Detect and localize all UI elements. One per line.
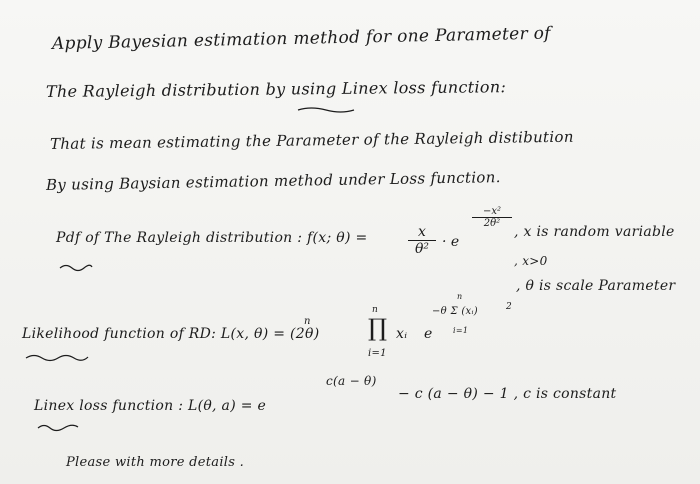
- underline-pdf: [58, 262, 94, 272]
- likelihood-xi: xᵢ: [396, 326, 408, 342]
- pdf-fraction-denominator: θ²: [414, 241, 430, 257]
- sum-lower-limit: i=1: [453, 326, 469, 335]
- linex-exponent: c(a − θ): [326, 374, 377, 388]
- note-positive: , x>0: [514, 254, 548, 268]
- likelihood-square: 2: [506, 302, 513, 312]
- pdf-exponential: · e: [442, 234, 460, 250]
- question-line-2: The Rayleigh distribution by using Linex loss function:: [45, 77, 507, 101]
- underline-likelihood: [24, 352, 90, 362]
- pdf-exponent-denominator: 2θ²: [483, 218, 501, 229]
- underline-using: [296, 106, 356, 114]
- pdf-exponent-numerator: −x²: [472, 206, 512, 218]
- product-lower-limit: i=1: [368, 348, 387, 359]
- pdf-exponent: [472, 206, 512, 229]
- product-upper-limit: n: [372, 305, 379, 315]
- pdf-fraction: [408, 224, 436, 257]
- likelihood-label: Likelihood function of RD: L(x, θ) = (2θ): [22, 326, 320, 342]
- likelihood-e: e: [424, 326, 433, 342]
- sum-upper-limit: n: [457, 292, 463, 301]
- pdf-label: Pdf of The Rayleigh distribution : f(x; θ) =: [56, 230, 368, 246]
- pdf-fraction-numerator: x: [408, 224, 436, 241]
- closing-request: Please with more details .: [66, 455, 245, 470]
- underline-linex: [36, 422, 80, 432]
- note-scale-parameter: , θ is scale Parameter: [516, 278, 676, 294]
- note-random-variable: , x is random variable: [514, 224, 675, 240]
- product-symbol: ∏: [368, 314, 388, 342]
- question-line-3: That is mean estimating the Parameter of the Rayleigh distibution: [49, 127, 574, 153]
- question-line-4: By using Baysian estimation method under Loss function.: [45, 168, 501, 194]
- likelihood-power-n: n: [304, 316, 311, 327]
- linex-label: Linex loss function : L(θ, a) = e: [34, 398, 267, 414]
- likelihood-exponent: −θ Σ (xᵢ): [432, 306, 478, 317]
- linex-rest: − c (a − θ) − 1 , c is constant: [398, 386, 617, 402]
- question-line-1: Apply Bayesian estimation method for one Parameter of: [51, 23, 551, 54]
